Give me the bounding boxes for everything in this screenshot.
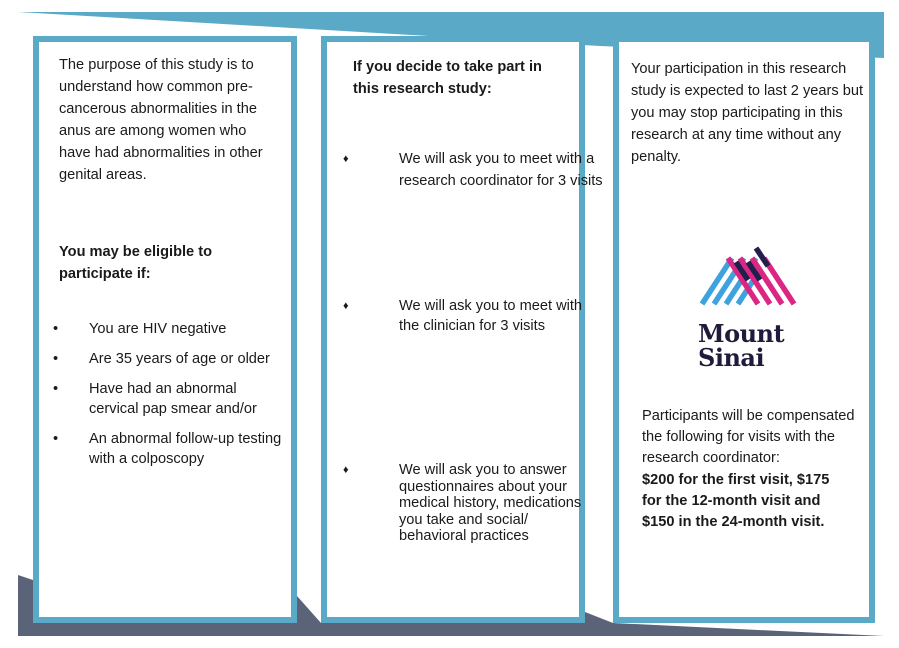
compensation-amounts: $200 for the first visit, $175 for the 12-month visit and $150 in the 24-month visit. bbox=[642, 472, 830, 530]
participation-list bbox=[343, 42, 603, 602]
eligibility-list bbox=[53, 319, 283, 479]
list-item: ♦ We will ask you to meet with the clinician for 3 visits bbox=[343, 298, 583, 334]
list-item: • An abnormal follow-up testing with a colposcopy bbox=[53, 431, 282, 467]
bullet-icon: • bbox=[53, 431, 59, 447]
panel-study-purpose bbox=[33, 36, 297, 623]
bullet-icon: • bbox=[53, 321, 59, 337]
compensation-text: Participants will be compensated the following for visits with the research coordinator: bbox=[642, 408, 855, 466]
mount-sinai-logo-icon bbox=[698, 244, 798, 306]
diamond-bullet-icon: ♦ bbox=[343, 300, 349, 312]
diamond-bullet-icon: ♦ bbox=[343, 464, 349, 476]
list-item: • Have had an abnormal cervical pap smear and/or bbox=[53, 381, 257, 417]
bullet-icon: • bbox=[53, 351, 59, 367]
list-item: ♦ We will ask you to answer questionnaires about your medical history, medications you take and social/ behavioral practices bbox=[343, 462, 582, 544]
eligibility-heading: You may be eligible to participate if: bbox=[59, 244, 212, 282]
panel-duration-compensation bbox=[613, 36, 875, 623]
bullet-icon: • bbox=[53, 381, 59, 397]
diamond-bullet-icon: ♦ bbox=[343, 153, 349, 165]
participation-heading: If you decide to take part in this research study: bbox=[353, 59, 542, 97]
study-purpose-text: The purpose of this study is to understand how common pre-cancerous abnormalities in the anus are among women who have had abnormalities in other genital areas. bbox=[59, 57, 263, 183]
panel-participation bbox=[321, 36, 603, 623]
list-item: • You are HIV negative bbox=[53, 321, 227, 337]
list-item: • Are 35 years of age or older bbox=[53, 351, 270, 367]
list-item: ♦ We will ask you to meet with a research coordinator for 3 visits bbox=[363, 148, 604, 192]
duration-text: Your participation in this research study is expected to last 2 years but you may stop participating in this research at any time without any penalty. bbox=[631, 61, 864, 165]
logo-wordmark: Mount Sinai bbox=[698, 319, 785, 372]
